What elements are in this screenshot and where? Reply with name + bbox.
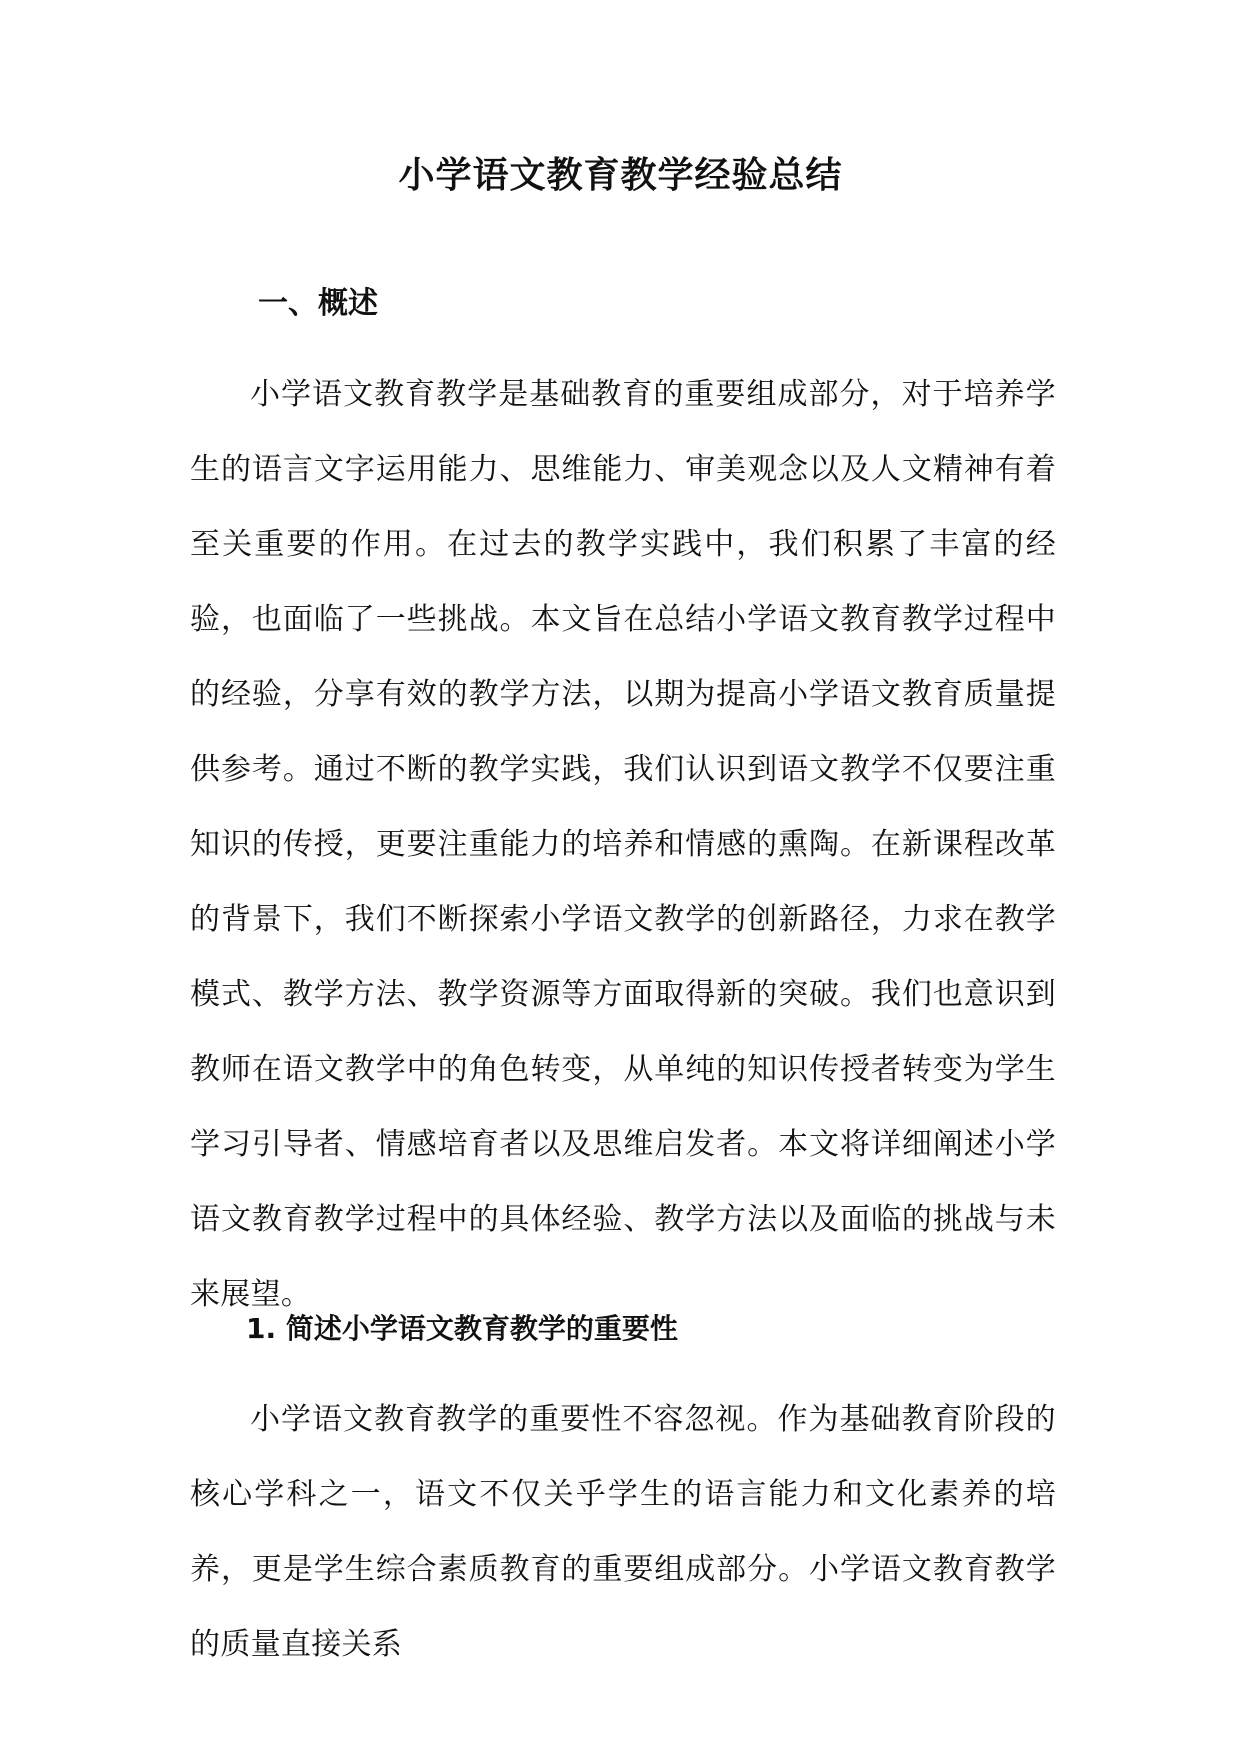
subsection-heading-importance: 1. 简述小学语文教育教学的重要性	[246, 1312, 678, 1345]
overview-paragraph: 小学语文教育教学是基础教育的重要组成部分，对于培养学生的语言文字运用能力、思维能力、审美观念以及人文精神有着至关重要的作用。在过去的教学实践中，我们积累了丰富的经验，也面临了一些挑战。本文旨在总结小学语文教育教学过程中的经验，分享有效的教学方法，以期为提高小学语文教育质量提供参考。通过不断的教学实践，我们认识到语文教学不仅要注重知识的传授，更要注重能力的培养和情感的熏陶。在新课程改革的背景下，我们不断探索小学语文教学的创新路径，力求在教学模式、教学方法、教学资源等方面取得新的突破。我们也意识到教师在语文教学中的角色转变，从单纯的知识传授者转变为学生学习引导者、情感培育者以及思维启发者。本文将详细阐述小学语文教育教学过程中的具体经验、教学方法以及面临的挑战与未来展望。	[190, 377, 1056, 1312]
page-title: 小学语文教育教学经验总结	[398, 155, 843, 196]
section-heading-overview: 一、概述	[258, 286, 378, 321]
importance-paragraph: 小学语文教育教学的重要性不容忽视。作为基础教育阶段的核心学科之一，语文不仅关乎学生的语言能力和文化素养的培养，更是学生综合素质教育的重要组成部分。小学语文教育教学的质量直接关系	[190, 1402, 1056, 1662]
